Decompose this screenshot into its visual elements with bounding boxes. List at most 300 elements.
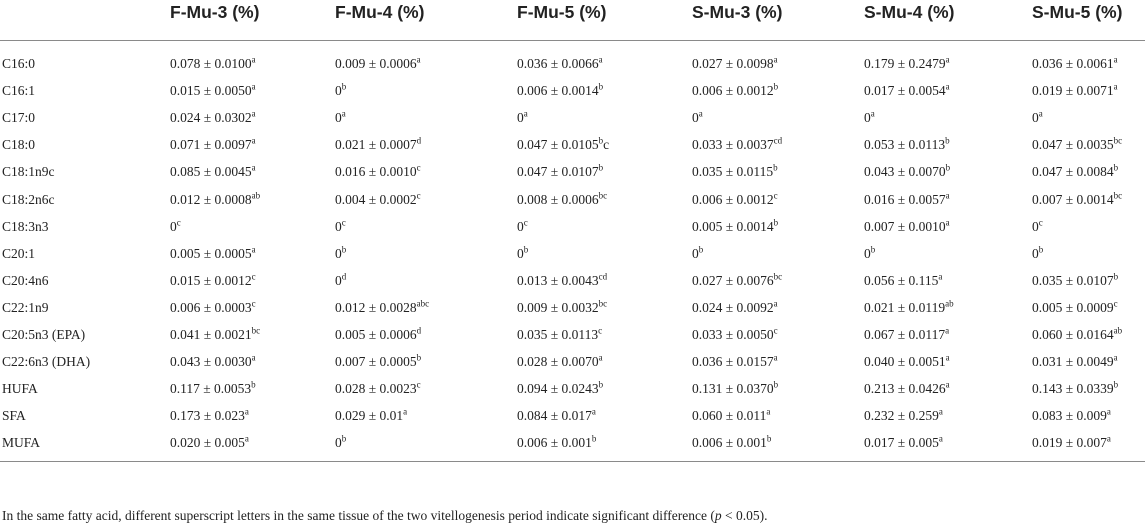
- cell-superscript: c: [416, 379, 421, 390]
- table-cell: [692, 403, 864, 430]
- cell-value: 0.029 ± 0.01: [335, 408, 404, 424]
- table-cell: [1032, 105, 1145, 132]
- table-cell: [1032, 376, 1145, 403]
- table-cell: [335, 78, 517, 105]
- table-row: [0, 294, 1145, 321]
- cell-superscript: a: [1106, 406, 1111, 417]
- table-cell: [170, 267, 335, 294]
- cell-value: 0.024 ± 0.0302: [170, 110, 252, 126]
- cell-value: 0: [517, 245, 524, 261]
- cell-superscript: ab: [1113, 325, 1123, 336]
- table-row: [0, 321, 1145, 348]
- table-cell: [170, 105, 335, 132]
- cell-superscript: c: [1038, 217, 1043, 228]
- table-cell: [692, 51, 864, 78]
- table-cell: [517, 376, 692, 403]
- cell-value: 0.008 ± 0.0006: [517, 191, 599, 207]
- cell-superscript: a: [251, 54, 256, 65]
- table-cell: [517, 267, 692, 294]
- table-cell: [1032, 430, 1145, 457]
- cell-value: 0.016 ± 0.0010: [335, 164, 417, 180]
- cell-superscript: a: [251, 244, 256, 255]
- table-cell: [517, 403, 692, 430]
- table-cell: [1032, 51, 1145, 78]
- cell-superscript: b: [698, 244, 704, 255]
- cell-value: 0.035 ± 0.0115: [692, 164, 774, 180]
- cell-value: 0.083 ± 0.009: [1032, 408, 1107, 424]
- cell-value: 0.078 ± 0.0100: [170, 56, 252, 72]
- cell-value: 0.033 ± 0.0050: [692, 326, 774, 342]
- table-cell: [170, 294, 335, 321]
- table-cell: [170, 403, 335, 430]
- table-cell: [1032, 159, 1145, 186]
- table-cell: [692, 267, 864, 294]
- cell-value: 0.016 ± 0.0057: [864, 191, 946, 207]
- cell-superscript: a: [598, 54, 603, 65]
- table-cell: [864, 403, 1032, 430]
- header-cell-s-mu-5: S-Mu-5 (%): [1032, 2, 1123, 22]
- cell-value: 0: [864, 245, 871, 261]
- table-footnote: [2, 508, 768, 524]
- table-cell: [517, 321, 692, 348]
- row-label: C20:4n6: [2, 272, 49, 288]
- cell-superscript: b: [598, 135, 604, 146]
- table-cell: [1032, 213, 1145, 240]
- cell-value: 0: [335, 272, 342, 288]
- cell-value: 0: [335, 110, 342, 126]
- cell-value: 0.143 ± 0.0339: [1032, 381, 1114, 397]
- cell-value: 0.035 ± 0.0113: [517, 326, 599, 342]
- cell-value: 0.117 ± 0.0053: [170, 381, 252, 397]
- cell-superscript: a: [251, 162, 256, 173]
- cell-superscript: a: [403, 406, 408, 417]
- cell-value: 0.043 ± 0.0070: [864, 164, 946, 180]
- table-cell: [335, 294, 517, 321]
- table-cell: [864, 213, 1032, 240]
- table-cell: [517, 51, 692, 78]
- table-cell: [335, 376, 517, 403]
- cell-value: 0.006 ± 0.001: [692, 435, 767, 451]
- cell-value: 0.173 ± 0.023: [170, 408, 245, 424]
- cell-value: 0: [1032, 218, 1039, 234]
- cell-value: 0.007 ± 0.0014: [1032, 191, 1114, 207]
- cell-value: 0.021 ± 0.0007: [335, 137, 417, 153]
- cell-superscript: a: [523, 108, 528, 119]
- cell-value: 0.040 ± 0.0051: [864, 354, 946, 370]
- cell-superscript: bc: [598, 190, 608, 201]
- table-row: [0, 349, 1145, 376]
- table-cell: [692, 159, 864, 186]
- table-row: [0, 78, 1145, 105]
- table-cell: [170, 430, 335, 457]
- cell-superscript: b: [598, 81, 604, 92]
- cell-superscript: ab: [945, 298, 954, 309]
- header-row: [0, 0, 1145, 40]
- cell-value: 0: [517, 218, 524, 234]
- cell-superscript: a: [591, 406, 596, 417]
- table-cell: [692, 78, 864, 105]
- cell-value: 0.056 ± 0.115: [864, 272, 939, 288]
- cell-superscript: c: [416, 190, 421, 201]
- cell-value: 0.021 ± 0.0119: [864, 299, 946, 315]
- cell-superscript: a: [945, 54, 950, 65]
- cell-superscript: bc: [773, 271, 783, 282]
- cell-superscript: c: [341, 217, 346, 228]
- row-label: C18:2n6c: [2, 191, 55, 207]
- header-cell-f-mu-4: F-Mu-4 (%): [335, 2, 425, 22]
- cell-superscript: a: [598, 352, 603, 363]
- cell-value: 0.005 ± 0.0014: [692, 218, 774, 234]
- table-cell: [335, 430, 517, 457]
- cell-value: 0.033 ± 0.0037: [692, 137, 774, 153]
- cell-superscript: b: [1038, 244, 1044, 255]
- cell-superscript: c: [1113, 298, 1118, 309]
- cell-superscript: c: [251, 298, 256, 309]
- cell-superscript: a: [945, 217, 950, 228]
- cell-superscript: b: [341, 244, 347, 255]
- table-cell: [170, 349, 335, 376]
- cell-superscript: a: [244, 433, 249, 444]
- cell-value: 0.005 ± 0.0005: [170, 245, 252, 261]
- cell-value: 0.006 ± 0.0012: [692, 191, 774, 207]
- cell-superscript: a: [945, 352, 950, 363]
- header-cell-s-mu-4: S-Mu-4 (%): [864, 2, 955, 22]
- table-cell: [1032, 240, 1145, 267]
- table-cell: [335, 213, 517, 240]
- table-cell: [1032, 321, 1145, 348]
- table-cell: [335, 51, 517, 78]
- cell-value: 0.015 ± 0.0050: [170, 83, 252, 99]
- table-cell: [517, 186, 692, 213]
- row-label: MUFA: [2, 435, 41, 451]
- table-header: [0, 0, 1145, 40]
- cell-superscript: cd: [598, 271, 608, 282]
- cell-value: 0: [335, 218, 342, 234]
- cell-superscript: b: [870, 244, 876, 255]
- cell-superscript: a: [938, 271, 943, 282]
- cell-superscript: a: [244, 406, 249, 417]
- cell-superscript: b: [773, 379, 779, 390]
- table-cell: [335, 267, 517, 294]
- cell-superscript: a: [251, 108, 256, 119]
- cell-value: 0.179 ± 0.2479: [864, 56, 946, 72]
- table-cell: [517, 430, 692, 457]
- cell-superscript: a: [341, 108, 346, 119]
- footnote-text-before: In the same fatty acid, different superscript letters in the same tissue of the two vitellogenesis period indicate significant difference (: [2, 508, 715, 523]
- cell-superscript: a: [945, 379, 950, 390]
- cell-value: 0.060 ± 0.0164: [1032, 326, 1114, 342]
- cell-value: 0.067 ± 0.0117: [864, 326, 946, 342]
- table-cell: [692, 186, 864, 213]
- cell-value: 0.012 ± 0.0008: [170, 191, 252, 207]
- cell-value: 0.031 ± 0.0049: [1032, 354, 1114, 370]
- cell-value: 0.047 ± 0.0084: [1032, 164, 1114, 180]
- cell-superscript: b: [773, 162, 778, 173]
- cell-value: 0.028 ± 0.0070: [517, 354, 599, 370]
- table-cell: [864, 294, 1032, 321]
- table-cell: [517, 105, 692, 132]
- table-cell: [1032, 78, 1145, 105]
- cell-value: 0.006 ± 0.0012: [692, 83, 774, 99]
- table-cell: [335, 240, 517, 267]
- table-row: [0, 376, 1145, 403]
- table-cell: [170, 51, 335, 78]
- row-label: SFA: [2, 408, 26, 424]
- cell-superscript: abc: [416, 298, 430, 309]
- table-cell: [335, 321, 517, 348]
- cell-value: 0.027 ± 0.0076: [692, 272, 774, 288]
- table-cell: [517, 78, 692, 105]
- cell-value: 0.036 ± 0.0157: [692, 354, 774, 370]
- cell-value: 0.035 ± 0.0107: [1032, 272, 1114, 288]
- row-label: C20:1: [2, 245, 36, 261]
- cell-superscript: a: [1113, 54, 1118, 65]
- table-cell: [1032, 349, 1145, 376]
- cell-value: 0.131 ± 0.0370: [692, 381, 774, 397]
- cell-superscript: a: [1113, 81, 1118, 92]
- cell-value: 0.085 ± 0.0045: [170, 164, 252, 180]
- table-cell: [864, 159, 1032, 186]
- cell-value: 0.013 ± 0.0043: [517, 272, 599, 288]
- cell-superscript: a: [773, 54, 778, 65]
- cell-superscript: c: [251, 271, 256, 282]
- cell-superscript: a: [416, 54, 421, 65]
- cell-superscript: cd: [773, 135, 783, 146]
- table-row: [0, 105, 1145, 132]
- cell-superscript: bc: [1113, 135, 1123, 146]
- table-cell: [170, 376, 335, 403]
- table-cell: [1032, 132, 1145, 159]
- cell-value: 0.024 ± 0.0092: [692, 299, 774, 315]
- table-cell: [170, 78, 335, 105]
- cell-superscript: a: [1106, 433, 1111, 444]
- cell-superscript: b: [1113, 379, 1119, 390]
- table-cell: [170, 132, 335, 159]
- cell-superscript: c: [176, 217, 181, 228]
- row-label: C22:6n3 (DHA): [2, 354, 91, 370]
- table-bottom-rule-cell: [0, 457, 1145, 462]
- table-cell: [335, 105, 517, 132]
- cell-value: 0.006 ± 0.0003: [170, 299, 252, 315]
- cell-value: 0.007 ± 0.0005: [335, 354, 417, 370]
- cell-value: 0.213 ± 0.0426: [864, 381, 946, 397]
- table-cell: [335, 132, 517, 159]
- cell-value: 0: [335, 83, 342, 99]
- cell-superscript: b: [341, 81, 347, 92]
- cell-value: 0.005 ± 0.0006: [335, 326, 417, 342]
- cell-value: 0: [692, 245, 699, 261]
- cell-value: 0.053 ± 0.0113: [864, 137, 946, 153]
- cell-value: 0.019 ± 0.0071: [1032, 83, 1114, 99]
- cell-superscript: b: [1113, 162, 1119, 173]
- table-cell: [692, 213, 864, 240]
- header-cell-f-mu-3: F-Mu-3 (%): [170, 2, 260, 22]
- cell-superscript: d: [416, 135, 422, 146]
- table-cell: [335, 159, 517, 186]
- cell-superscript: a: [773, 298, 778, 309]
- table-cell: [692, 294, 864, 321]
- cell-value: 0: [1032, 245, 1039, 261]
- cell-superscript: a: [251, 81, 256, 92]
- table-cell: [864, 376, 1032, 403]
- cell-superscript: b: [251, 379, 256, 390]
- header-cell-f-mu-5: F-Mu-5 (%): [517, 2, 607, 22]
- row-label: C18:0: [2, 137, 36, 153]
- table-cell: [692, 132, 864, 159]
- cell-superscript: a: [251, 135, 256, 146]
- cell-value: 0: [335, 435, 342, 451]
- table-cell: [170, 186, 335, 213]
- cell-value: 0.047 ± 0.0035: [1032, 137, 1114, 153]
- cell-superscript: a: [945, 190, 950, 201]
- table-row: [0, 430, 1145, 457]
- cell-value: 0.043 ± 0.0030: [170, 354, 252, 370]
- table-body: [0, 40, 1145, 461]
- cell-value: 0.071 ± 0.0097: [170, 137, 252, 153]
- cell-superscript: b: [1113, 271, 1119, 282]
- row-label: C18:1n9c: [2, 164, 55, 180]
- cell-value: 0.060 ± 0.011: [692, 408, 767, 424]
- cell-superscript: ab: [251, 190, 261, 201]
- footnote-p-symbol: p: [714, 508, 722, 523]
- table-cell: [1032, 294, 1145, 321]
- cell-value: 0: [692, 110, 699, 126]
- cell-value: 0: [1032, 110, 1039, 126]
- cell-value: 0: [335, 245, 342, 261]
- cell-value: 0.017 ± 0.005: [864, 435, 939, 451]
- table-cell: [692, 376, 864, 403]
- cell-superscript: b: [945, 162, 951, 173]
- cell-value: 0.009 ± 0.0032: [517, 299, 599, 315]
- table-cell: [170, 213, 335, 240]
- cell-value: 0.027 ± 0.0098: [692, 56, 774, 72]
- header-spacer: [0, 40, 1145, 51]
- cell-superscript: b: [523, 244, 529, 255]
- table-cell: [864, 430, 1032, 457]
- cell-superscript: b: [598, 162, 604, 173]
- cell-superscript: c: [598, 325, 603, 336]
- cell-superscript: c: [416, 162, 421, 173]
- cell-value: 0.006 ± 0.001: [517, 435, 592, 451]
- table-cell: [517, 132, 692, 159]
- table-cell: [864, 51, 1032, 78]
- table-row: [0, 240, 1145, 267]
- cell-superscript: b: [766, 433, 772, 444]
- header-cell-s-mu-3: S-Mu-3 (%): [692, 2, 783, 22]
- table-cell: [864, 349, 1032, 376]
- table-row: [0, 186, 1145, 213]
- table-cell: [864, 78, 1032, 105]
- table-cell: [692, 240, 864, 267]
- table-cell: [864, 105, 1032, 132]
- cell-superscript: a: [773, 352, 778, 363]
- cell-superscript: a: [1038, 108, 1043, 119]
- table-cell: [170, 159, 335, 186]
- cell-superscript: a: [698, 108, 703, 119]
- table-cell: [864, 321, 1032, 348]
- cell-superscript: b: [341, 433, 347, 444]
- cell-superscript: c: [773, 190, 778, 201]
- table-cell: [170, 321, 335, 348]
- cell-value: 0.094 ± 0.0243: [517, 381, 599, 397]
- table-cell: [517, 240, 692, 267]
- table-cell: [517, 213, 692, 240]
- cell-value: 0.006 ± 0.0014: [517, 83, 599, 99]
- cell-value: 0.047 ± 0.0107: [517, 164, 599, 180]
- row-label: C17:0: [2, 110, 36, 126]
- row-label: C18:3n3: [2, 218, 49, 234]
- table-row: [0, 213, 1145, 240]
- table-cell: [517, 159, 692, 186]
- cell-value: 0.015 ± 0.0012: [170, 272, 252, 288]
- cell-value: 0.047 ± 0.0105: [517, 137, 599, 153]
- cell-superscript: a: [870, 108, 875, 119]
- cell-value: 0.017 ± 0.0054: [864, 83, 946, 99]
- cell-value: 0: [864, 110, 871, 126]
- table-cell: [864, 240, 1032, 267]
- cell-superscript: a: [938, 406, 943, 417]
- table-cell: [864, 132, 1032, 159]
- cell-superscript: c: [523, 217, 528, 228]
- cell-value: 0.020 ± 0.005: [170, 435, 245, 451]
- table-cell: [335, 186, 517, 213]
- cell-value: 0.036 ± 0.0061: [1032, 56, 1114, 72]
- table-bottom-rule: [0, 457, 1145, 462]
- cell-superscript: a: [938, 433, 943, 444]
- cell-superscript: b: [945, 135, 950, 146]
- row-label: HUFA: [2, 381, 38, 397]
- table-cell: [517, 294, 692, 321]
- cell-superscript: b: [598, 379, 604, 390]
- cell-superscript: d: [416, 325, 422, 336]
- cell-value: 0: [517, 110, 524, 126]
- table-row: [0, 403, 1145, 430]
- table-cell: [864, 267, 1032, 294]
- table-row: [0, 51, 1145, 78]
- header-cell-label: [0, 0, 170, 40]
- cell-value: 0: [170, 218, 177, 234]
- cell-superscript: bc: [1113, 190, 1123, 201]
- cell-superscript: b: [416, 352, 422, 363]
- table-cell: [335, 349, 517, 376]
- table-cell: [692, 321, 864, 348]
- cell-superscript: b: [773, 81, 779, 92]
- table-cell: [1032, 186, 1145, 213]
- cell-value: 0.009 ± 0.0006: [335, 56, 417, 72]
- cell-value: 0.004 ± 0.0002: [335, 191, 417, 207]
- table-row: [0, 159, 1145, 186]
- cell-superscript: b: [591, 433, 597, 444]
- cell-superscript: c: [773, 325, 778, 336]
- row-label: C16:1: [2, 83, 36, 99]
- cell-superscript: bc: [598, 298, 608, 309]
- cell-superscript: d: [341, 271, 347, 282]
- cell-superscript: a: [1113, 352, 1118, 363]
- table-row: [0, 132, 1145, 159]
- table-cell: [692, 349, 864, 376]
- cell-value: 0.036 ± 0.0066: [517, 56, 599, 72]
- cell-superscript: a: [945, 325, 950, 336]
- cell-trailing-text: c: [603, 137, 610, 153]
- table-cell: [335, 403, 517, 430]
- table-cell: [1032, 267, 1145, 294]
- cell-value: 0.005 ± 0.0009: [1032, 299, 1114, 315]
- table-row: [0, 267, 1145, 294]
- cell-value: 0.232 ± 0.259: [864, 408, 939, 424]
- cell-value: 0.007 ± 0.0010: [864, 218, 946, 234]
- row-label: C22:1n9: [2, 299, 49, 315]
- cell-superscript: b: [773, 217, 779, 228]
